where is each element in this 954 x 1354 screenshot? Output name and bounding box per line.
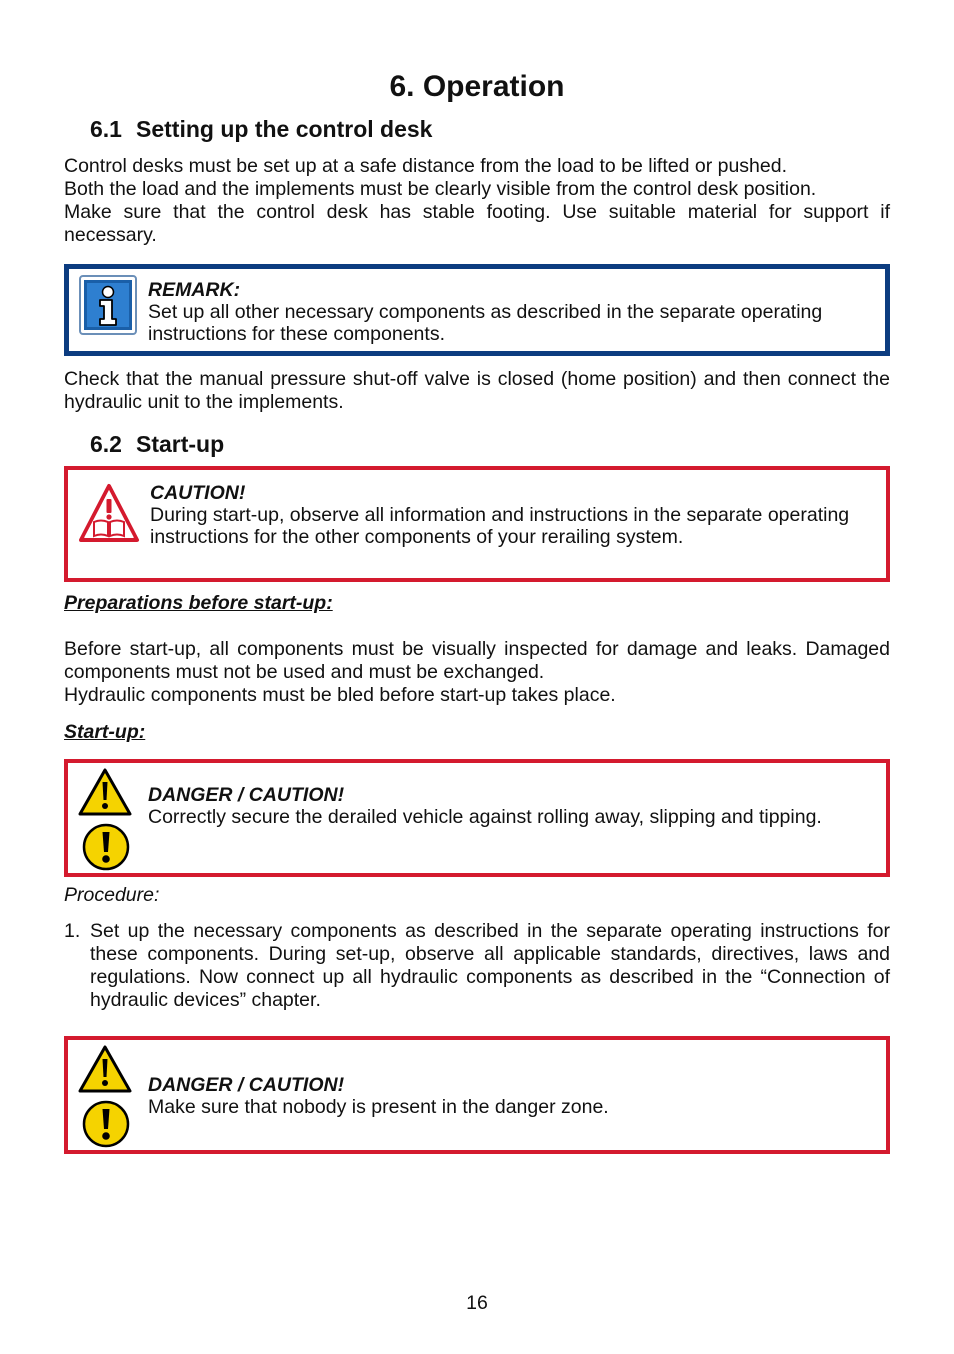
danger-box-1 — [64, 759, 890, 877]
remark-text: Set up all other necessary components as described in the separate operating instructions for these components. — [148, 301, 823, 345]
warning-triangle-icon — [78, 1044, 132, 1094]
danger-box-2 — [64, 1036, 890, 1154]
section-number: 6.2 — [90, 431, 122, 457]
danger-text: Make sure that nobody is present in the danger zone. — [148, 1096, 609, 1118]
startup-label: Start-up: — [64, 721, 146, 743]
text-line: Control desks must be set up at a safe distance from the load to be lifted or pushed. — [64, 155, 787, 177]
text-line: Hydraulic components must be bled before start-up takes place. — [64, 684, 616, 706]
remark-title: REMARK: — [148, 279, 241, 301]
text-line: Before start-up, all components must be visually inspected for damage and leaks. Damaged components must not be used and must be exchanged. — [64, 638, 890, 683]
list-item-text: Set up the necessary components as described in the separate operating instructions for these components. During set-up, observe all applicable standards, directives, laws and regulations. Now connect up all hydraulic components as described in the “Connection of hydraulic devices” chapter. — [90, 920, 890, 1011]
procedure-label: Procedure: — [64, 884, 160, 906]
caution-text: During start-up, observe all information and instructions in the separate operating instructions for the other components of your rerailing system. — [150, 504, 850, 548]
caution-box — [64, 466, 890, 582]
page-title: 6. Operation — [389, 70, 565, 103]
paragraph-shutoff-valve: Check that the manual pressure shut-off valve is closed (home position) and then connect the hydraulic unit to the implements. — [64, 368, 890, 413]
info-icon — [79, 275, 137, 335]
section-title: Setting up the control desk — [136, 116, 433, 142]
warning-triangle-icon — [78, 767, 132, 817]
remark-box — [64, 264, 890, 356]
page-number: 16 — [466, 1292, 488, 1314]
paragraph-preparations — [64, 638, 890, 707]
list-item-number: 1. — [64, 920, 81, 942]
section-title: Start-up — [136, 431, 225, 457]
procedure-list — [64, 920, 890, 1012]
section-number: 6.1 — [90, 116, 122, 142]
section-heading-6-1 — [90, 116, 432, 143]
caution-title: CAUTION! — [150, 482, 246, 504]
list-item — [64, 920, 890, 1012]
exclamation-circle-icon — [82, 1100, 130, 1148]
text-line: Make sure that the control desk has stable footing. Use suitable material for support if necessary. — [64, 201, 890, 246]
section-heading-6-2 — [90, 431, 224, 458]
danger-title: DANGER / CAUTION! — [148, 1074, 345, 1096]
exclamation-circle-icon — [82, 823, 130, 871]
warning-manual-icon — [78, 482, 140, 544]
danger-title: DANGER / CAUTION! — [148, 784, 345, 806]
text-line: Both the load and the implements must be clearly visible from the control desk position. — [64, 178, 817, 200]
danger-text: Correctly secure the derailed vehicle against rolling away, slipping and tipping. — [148, 806, 822, 828]
paragraph-control-desk — [64, 155, 890, 247]
preparations-label: Preparations before start-up: — [64, 592, 333, 614]
